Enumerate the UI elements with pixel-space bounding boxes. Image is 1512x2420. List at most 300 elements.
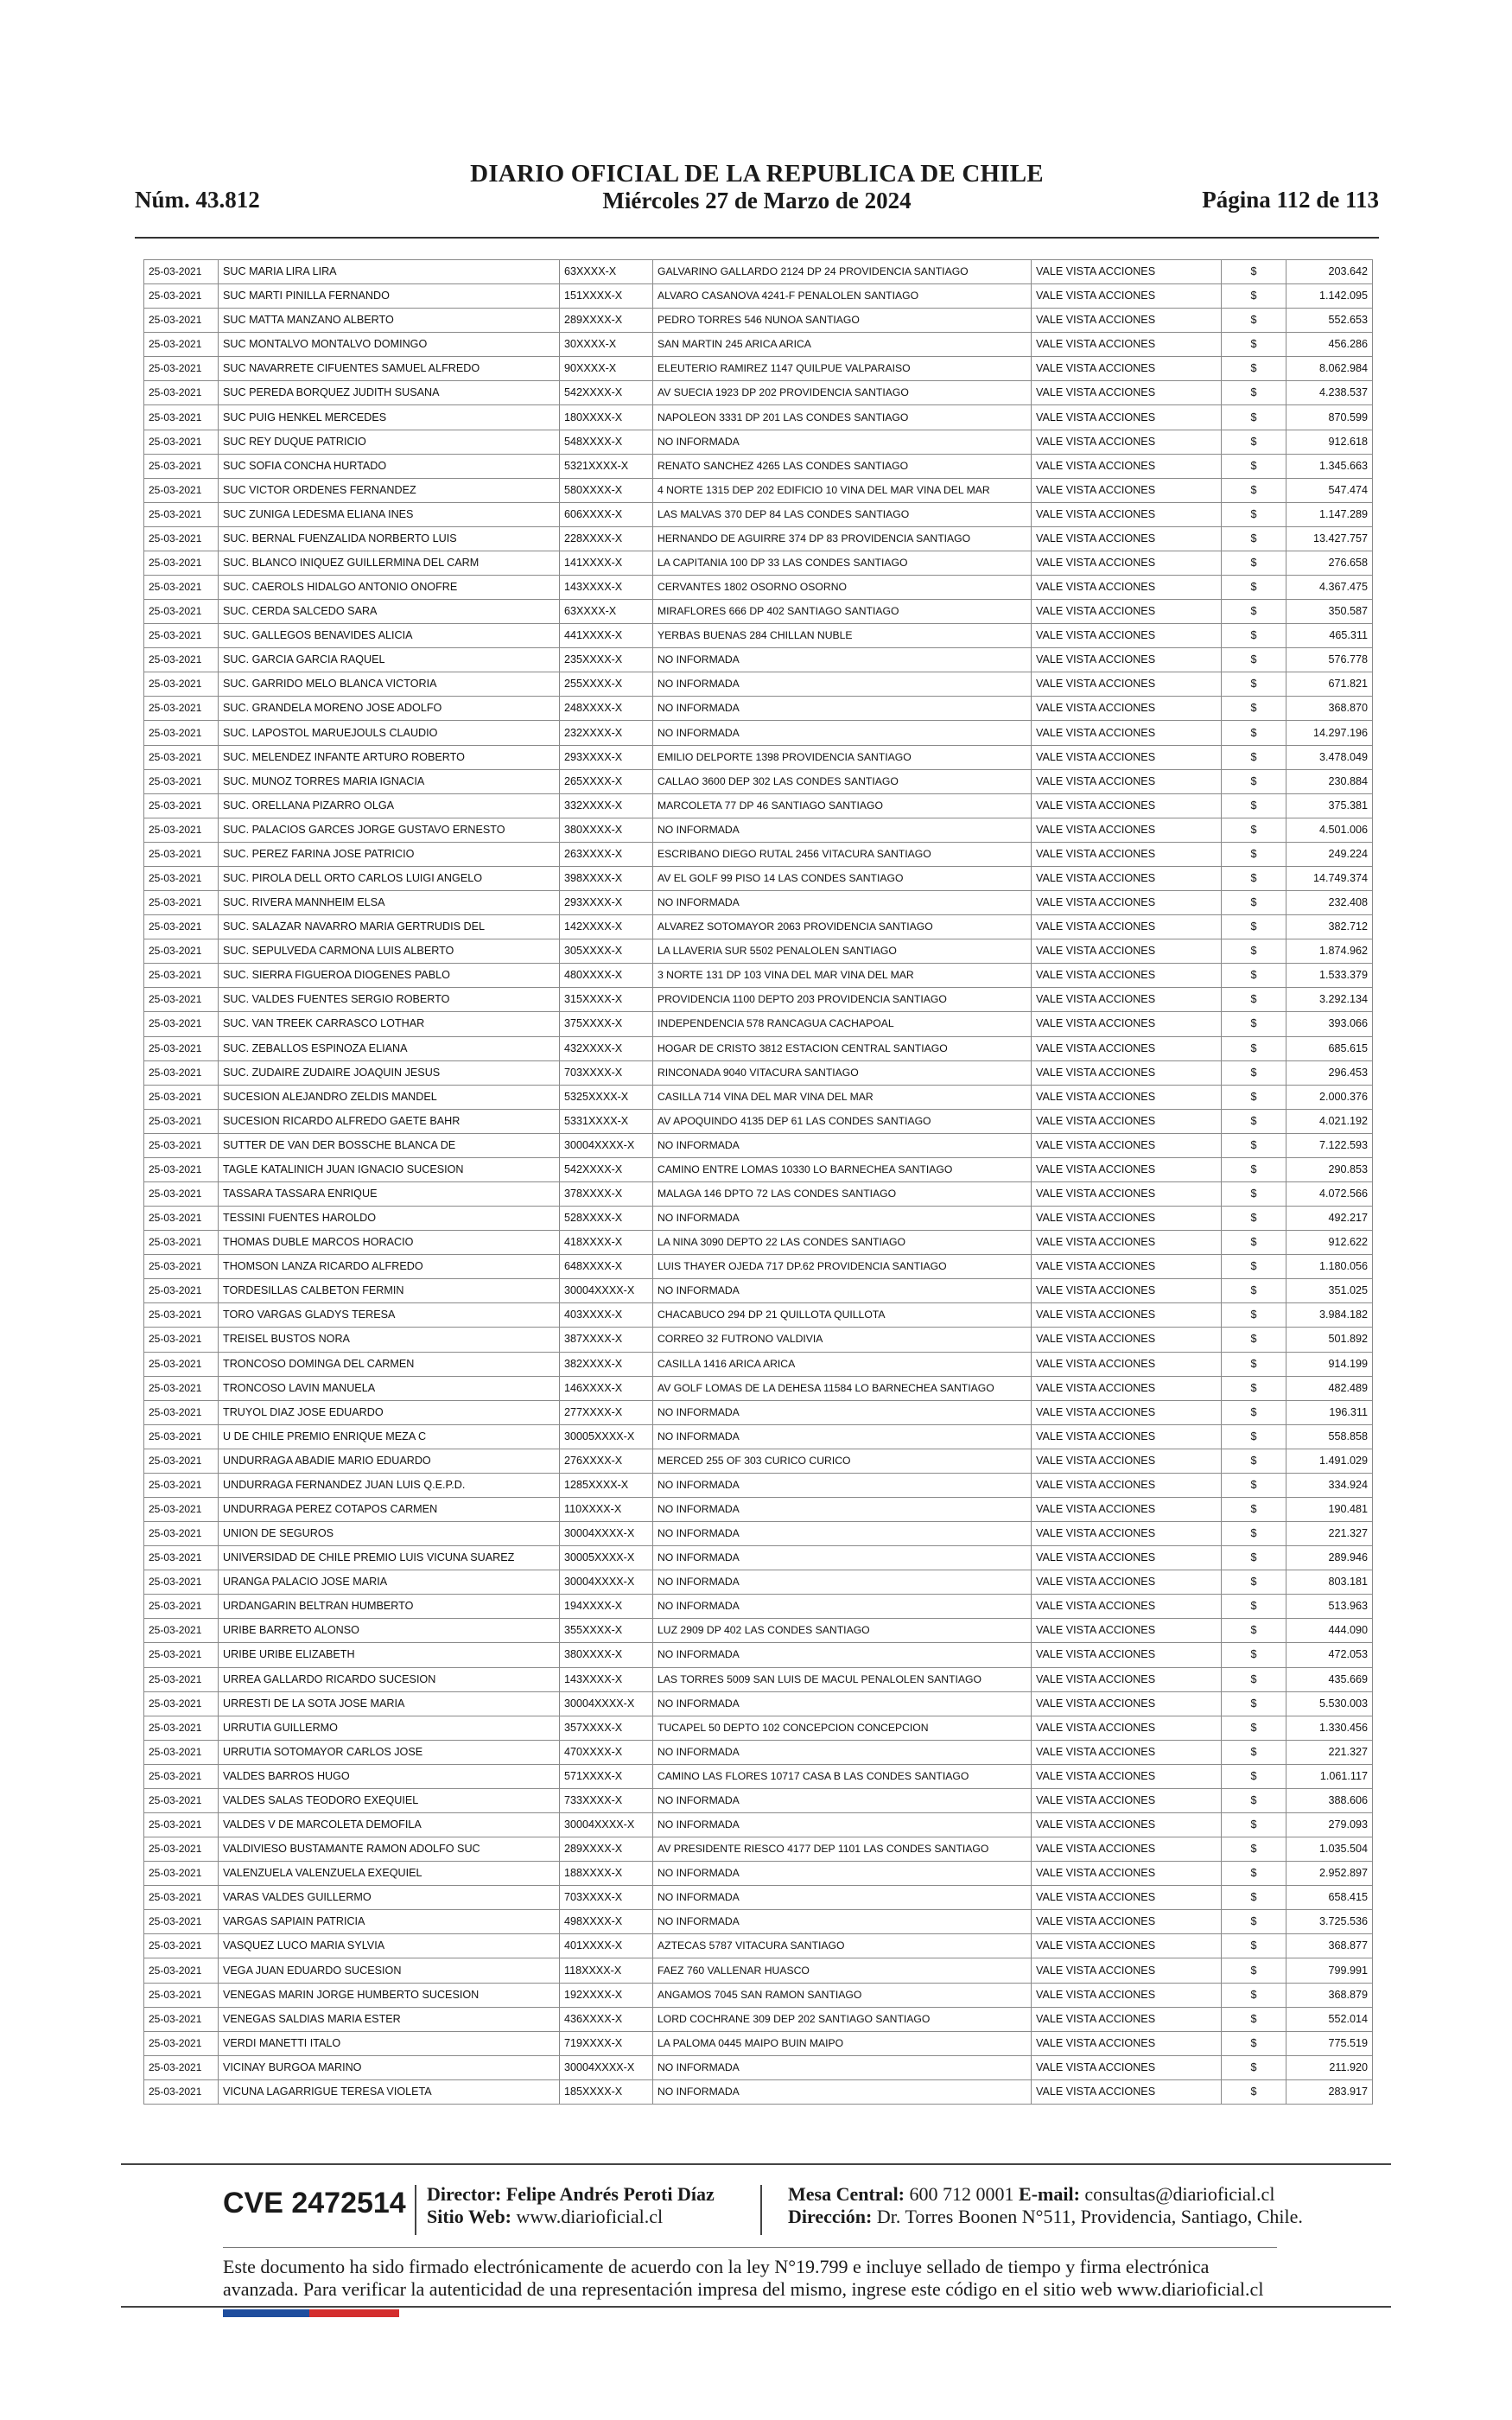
currency-cell: $: [1222, 1716, 1286, 1740]
address-cell: ALVAREZ SOTOMAYOR 2063 PROVIDENCIA SANTIAGO: [653, 915, 1032, 939]
type-cell: VALE VISTA ACCIONES: [1032, 1788, 1222, 1812]
currency-cell: $: [1222, 260, 1286, 284]
address-label: Dirección:: [788, 2206, 873, 2227]
table-row: [144, 915, 1373, 939]
table-row: [144, 405, 1373, 430]
rut-cell: 293XXXX-X: [560, 745, 653, 769]
address-cell: LA NINA 3090 DEPTO 22 LAS CONDES SANTIAGO: [653, 1231, 1032, 1255]
type-cell: VALE VISTA ACCIONES: [1032, 1934, 1222, 1958]
date-cell: 25-03-2021: [144, 2031, 219, 2055]
table-row: [144, 1207, 1373, 1231]
type-cell: VALE VISTA ACCIONES: [1032, 357, 1222, 381]
amount-cell: 230.884: [1286, 769, 1373, 793]
type-cell: VALE VISTA ACCIONES: [1032, 891, 1222, 915]
currency-cell: $: [1222, 1691, 1286, 1716]
type-cell: VALE VISTA ACCIONES: [1032, 866, 1222, 890]
website-link[interactable]: www.diarioficial.cl: [516, 2206, 664, 2227]
type-cell: VALE VISTA ACCIONES: [1032, 1352, 1222, 1376]
amount-cell: 334.924: [1286, 1473, 1373, 1497]
address-cell: MIRAFLORES 666 DP 402 SANTIAGO SANTIAGO: [653, 600, 1032, 624]
table-row: [144, 526, 1373, 551]
amount-cell: 671.821: [1286, 672, 1373, 697]
type-cell: VALE VISTA ACCIONES: [1032, 1595, 1222, 1619]
amount-cell: 7.122.593: [1286, 1133, 1373, 1157]
date-cell: 25-03-2021: [144, 526, 219, 551]
type-cell: VALE VISTA ACCIONES: [1032, 2031, 1222, 2055]
name-cell: SUC. MUNOZ TORRES MARIA IGNACIA: [219, 769, 560, 793]
table-row: [144, 1376, 1373, 1400]
address-cell: LAS MALVAS 370 DEP 84 LAS CONDES SANTIAGO: [653, 502, 1032, 526]
type-cell: VALE VISTA ACCIONES: [1032, 502, 1222, 526]
name-cell: SUC MONTALVO MONTALVO DOMINGO: [219, 333, 560, 357]
address-cell: NO INFORMADA: [653, 721, 1032, 745]
rut-cell: 146XXXX-X: [560, 1376, 653, 1400]
address-cell: NO INFORMADA: [653, 1279, 1032, 1303]
name-cell: URANGA PALACIO JOSE MARIA: [219, 1570, 560, 1595]
currency-cell: $: [1222, 1376, 1286, 1400]
currency-cell: $: [1222, 1012, 1286, 1036]
date-cell: 25-03-2021: [144, 1231, 219, 1255]
type-cell: VALE VISTA ACCIONES: [1032, 1109, 1222, 1133]
name-cell: SUC. BLANCO INIQUEZ GUILLERMINA DEL CARM: [219, 551, 560, 575]
type-cell: VALE VISTA ACCIONES: [1032, 1473, 1222, 1497]
currency-cell: $: [1222, 1595, 1286, 1619]
address-cell: TUCAPEL 50 DEPTO 102 CONCEPCION CONCEPCION: [653, 1716, 1032, 1740]
currency-cell: $: [1222, 2007, 1286, 2031]
table-row: [144, 1352, 1373, 1376]
rut-cell: 357XXXX-X: [560, 1716, 653, 1740]
date-cell: 25-03-2021: [144, 1036, 219, 1060]
amount-cell: 4.367.475: [1286, 576, 1373, 600]
amount-cell: 14.749.374: [1286, 866, 1373, 890]
date-cell: 25-03-2021: [144, 1788, 219, 1812]
address-cell: RINCONADA 9040 VITACURA SANTIAGO: [653, 1060, 1032, 1085]
amount-cell: 444.090: [1286, 1619, 1373, 1643]
rut-cell: 719XXXX-X: [560, 2031, 653, 2055]
table-row: [144, 454, 1373, 478]
date-cell: 25-03-2021: [144, 357, 219, 381]
currency-cell: $: [1222, 1910, 1286, 1934]
currency-cell: $: [1222, 866, 1286, 890]
rut-cell: 263XXXX-X: [560, 842, 653, 866]
rut-cell: 235XXXX-X: [560, 648, 653, 672]
address-cell: NO INFORMADA: [653, 1207, 1032, 1231]
address-cell: NO INFORMADA: [653, 1473, 1032, 1497]
amount-cell: 203.642: [1286, 260, 1373, 284]
amount-cell: 576.778: [1286, 648, 1373, 672]
table-row: [144, 2079, 1373, 2104]
rut-cell: 141XXXX-X: [560, 551, 653, 575]
date-cell: 25-03-2021: [144, 939, 219, 964]
rut-cell: 548XXXX-X: [560, 430, 653, 454]
date-cell: 25-03-2021: [144, 1060, 219, 1085]
date-cell: 25-03-2021: [144, 284, 219, 309]
type-cell: VALE VISTA ACCIONES: [1032, 1522, 1222, 1546]
table-row: [144, 1691, 1373, 1716]
amount-cell: 368.877: [1286, 1934, 1373, 1958]
name-cell: VENEGAS MARIN JORGE HUMBERTO SUCESION: [219, 1983, 560, 2007]
amount-cell: 283.917: [1286, 2079, 1373, 2104]
rut-cell: 387XXXX-X: [560, 1328, 653, 1352]
type-cell: VALE VISTA ACCIONES: [1032, 1376, 1222, 1400]
date-cell: 25-03-2021: [144, 1109, 219, 1133]
address-cell: ANGAMOS 7045 SAN RAMON SANTIAGO: [653, 1983, 1032, 2007]
rut-cell: 30004XXXX-X: [560, 1133, 653, 1157]
currency-cell: $: [1222, 502, 1286, 526]
address-cell: CAMINO ENTRE LOMAS 10330 LO BARNECHEA SANTIAGO: [653, 1157, 1032, 1181]
table-row: [144, 1619, 1373, 1643]
table-row: [144, 697, 1373, 721]
rut-cell: 289XXXX-X: [560, 1837, 653, 1862]
amount-cell: 4.072.566: [1286, 1181, 1373, 1206]
date-cell: 25-03-2021: [144, 964, 219, 988]
currency-cell: $: [1222, 381, 1286, 405]
name-cell: SUC REY DUQUE PATRICIO: [219, 430, 560, 454]
type-cell: VALE VISTA ACCIONES: [1032, 381, 1222, 405]
amount-cell: 1.330.456: [1286, 1716, 1373, 1740]
email-link[interactable]: consultas@diarioficial.cl: [1084, 2183, 1275, 2205]
currency-cell: $: [1222, 988, 1286, 1012]
address-cell: AV SUECIA 1923 DP 202 PROVIDENCIA SANTIAGO: [653, 381, 1032, 405]
name-cell: TESSINI FUENTES HAROLDO: [219, 1207, 560, 1231]
amount-cell: 1.180.056: [1286, 1255, 1373, 1279]
currency-cell: $: [1222, 526, 1286, 551]
flag-stripe-blue: [223, 2309, 309, 2317]
date-cell: 25-03-2021: [144, 1279, 219, 1303]
currency-cell: $: [1222, 478, 1286, 502]
header-divider: [135, 237, 1379, 239]
currency-cell: $: [1222, 721, 1286, 745]
amount-cell: 4.501.006: [1286, 818, 1373, 842]
date-cell: 25-03-2021: [144, 1352, 219, 1376]
table-row: [144, 1522, 1373, 1546]
date-cell: 25-03-2021: [144, 576, 219, 600]
type-cell: VALE VISTA ACCIONES: [1032, 818, 1222, 842]
address-cell: NO INFORMADA: [653, 818, 1032, 842]
address-cell: AZTECAS 5787 VITACURA SANTIAGO: [653, 1934, 1032, 1958]
publication-title: DIARIO OFICIAL DE LA REPUBLICA DE CHILE: [470, 160, 1044, 188]
type-cell: VALE VISTA ACCIONES: [1032, 1740, 1222, 1764]
amount-cell: 547.474: [1286, 478, 1373, 502]
date-cell: 25-03-2021: [144, 1740, 219, 1764]
rut-cell: 305XXXX-X: [560, 939, 653, 964]
date-cell: 25-03-2021: [144, 1910, 219, 1934]
table-row: [144, 1595, 1373, 1619]
date-cell: 25-03-2021: [144, 1595, 219, 1619]
address-cell: NO INFORMADA: [653, 1546, 1032, 1570]
currency-cell: $: [1222, 818, 1286, 842]
currency-cell: $: [1222, 1036, 1286, 1060]
director-block: [427, 2183, 715, 2228]
table-row: [144, 1667, 1373, 1691]
amount-cell: 221.327: [1286, 1522, 1373, 1546]
amount-cell: 914.199: [1286, 1352, 1373, 1376]
currency-cell: $: [1222, 1643, 1286, 1667]
address-cell: CALLAO 3600 DEP 302 LAS CONDES SANTIAGO: [653, 769, 1032, 793]
flag-stripe-red: [309, 2309, 399, 2317]
amount-cell: 1.491.029: [1286, 1449, 1373, 1473]
date-cell: 25-03-2021: [144, 1012, 219, 1036]
type-cell: VALE VISTA ACCIONES: [1032, 1813, 1222, 1837]
name-cell: SUC. ZUDAIRE ZUDAIRE JOAQUIN JESUS: [219, 1060, 560, 1085]
type-cell: VALE VISTA ACCIONES: [1032, 745, 1222, 769]
table-row: [144, 1012, 1373, 1036]
contact-line: [788, 2183, 1303, 2206]
amount-cell: 221.327: [1286, 1740, 1373, 1764]
address-cell: NO INFORMADA: [653, 697, 1032, 721]
name-cell: TRUYOL DIAZ JOSE EDUARDO: [219, 1400, 560, 1424]
address-cell: HOGAR DE CRISTO 3812 ESTACION CENTRAL SANTIAGO: [653, 1036, 1032, 1060]
date-cell: 25-03-2021: [144, 454, 219, 478]
date-cell: 25-03-2021: [144, 1546, 219, 1570]
currency-cell: $: [1222, 1546, 1286, 1570]
date-cell: 25-03-2021: [144, 1667, 219, 1691]
rut-cell: 398XXXX-X: [560, 866, 653, 890]
table-row: [144, 1400, 1373, 1424]
table-row: [144, 1424, 1373, 1449]
rut-cell: 436XXXX-X: [560, 2007, 653, 2031]
address-cell: CORREO 32 FUTRONO VALDIVIA: [653, 1328, 1032, 1352]
rut-cell: 228XXXX-X: [560, 526, 653, 551]
date-cell: 25-03-2021: [144, 915, 219, 939]
table-row: [144, 1934, 1373, 1958]
date-cell: 25-03-2021: [144, 1328, 219, 1352]
address-cell: FAEZ 760 VALLENAR HUASCO: [653, 1958, 1032, 1983]
currency-cell: $: [1222, 1424, 1286, 1449]
rut-cell: 180XXXX-X: [560, 405, 653, 430]
table-row: [144, 1764, 1373, 1788]
date-cell: 25-03-2021: [144, 502, 219, 526]
rut-cell: 142XXXX-X: [560, 915, 653, 939]
date-cell: 25-03-2021: [144, 1449, 219, 1473]
amount-cell: 2.952.897: [1286, 1862, 1373, 1886]
type-cell: VALE VISTA ACCIONES: [1032, 697, 1222, 721]
name-cell: SUC. CAEROLS HIDALGO ANTONIO ONOFRE: [219, 576, 560, 600]
date-cell: 25-03-2021: [144, 866, 219, 890]
currency-cell: $: [1222, 1764, 1286, 1788]
amount-cell: 552.653: [1286, 309, 1373, 333]
amount-cell: 1.533.379: [1286, 964, 1373, 988]
rut-cell: 571XXXX-X: [560, 1764, 653, 1788]
rut-cell: 332XXXX-X: [560, 793, 653, 818]
date-cell: 25-03-2021: [144, 793, 219, 818]
rut-cell: 265XXXX-X: [560, 769, 653, 793]
name-cell: SUC. GRANDELA MORENO JOSE ADOLFO: [219, 697, 560, 721]
name-cell: SUC. ZEBALLOS ESPINOZA ELIANA: [219, 1036, 560, 1060]
name-cell: SUC. RIVERA MANNHEIM ELSA: [219, 891, 560, 915]
amount-cell: 368.870: [1286, 697, 1373, 721]
address-cell: MERCED 255 OF 303 CURICO CURICO: [653, 1449, 1032, 1473]
currency-cell: $: [1222, 430, 1286, 454]
currency-cell: $: [1222, 2031, 1286, 2055]
table-row: [144, 576, 1373, 600]
address-cell: AV EL GOLF 99 PISO 14 LAS CONDES SANTIAGO: [653, 866, 1032, 890]
name-cell: SUC. VALDES FUENTES SERGIO ROBERTO: [219, 988, 560, 1012]
name-cell: URIBE BARRETO ALONSO: [219, 1619, 560, 1643]
rut-cell: 5325XXXX-X: [560, 1085, 653, 1109]
date-cell: 25-03-2021: [144, 1522, 219, 1546]
table-row: [144, 624, 1373, 648]
address-cell: NO INFORMADA: [653, 2079, 1032, 2104]
name-cell: TASSARA TASSARA ENRIQUE: [219, 1181, 560, 1206]
amount-cell: 3.725.536: [1286, 1910, 1373, 1934]
type-cell: VALE VISTA ACCIONES: [1032, 1255, 1222, 1279]
records-table-body: [144, 260, 1373, 2105]
currency-cell: $: [1222, 1181, 1286, 1206]
amount-cell: 1.147.289: [1286, 502, 1373, 526]
date-cell: 25-03-2021: [144, 1400, 219, 1424]
rut-cell: 30004XXXX-X: [560, 1691, 653, 1716]
table-row: [144, 1109, 1373, 1133]
table-row: [144, 2031, 1373, 2055]
amount-cell: 775.519: [1286, 2031, 1373, 2055]
currency-cell: $: [1222, 1157, 1286, 1181]
rut-cell: 30005XXXX-X: [560, 1424, 653, 1449]
table-row: [144, 891, 1373, 915]
date-cell: 25-03-2021: [144, 309, 219, 333]
date-cell: 25-03-2021: [144, 891, 219, 915]
mesa-phone: 600 712 0001: [909, 2183, 1014, 2205]
address-cell: YERBAS BUENAS 284 CHILLAN NUBLE: [653, 624, 1032, 648]
address-cell: NO INFORMADA: [653, 1886, 1032, 1910]
address-cell: CASILLA 714 VINA DEL MAR VINA DEL MAR: [653, 1085, 1032, 1109]
rut-cell: 380XXXX-X: [560, 1643, 653, 1667]
mesa-label: Mesa Central:: [788, 2183, 905, 2205]
rut-cell: 194XXXX-X: [560, 1595, 653, 1619]
date-cell: 25-03-2021: [144, 1716, 219, 1740]
table-row: [144, 1181, 1373, 1206]
address-value: Dr. Torres Boonen N°511, Providencia, Santiago, Chile.: [876, 2206, 1303, 2227]
type-cell: VALE VISTA ACCIONES: [1032, 430, 1222, 454]
address-cell: NO INFORMADA: [653, 1424, 1032, 1449]
table-row: [144, 1740, 1373, 1764]
rut-cell: 648XXXX-X: [560, 1255, 653, 1279]
amount-cell: 368.879: [1286, 1983, 1373, 2007]
rut-cell: 63XXXX-X: [560, 600, 653, 624]
amount-cell: 382.712: [1286, 915, 1373, 939]
address-cell: EMILIO DELPORTE 1398 PROVIDENCIA SANTIAGO: [653, 745, 1032, 769]
rut-cell: 498XXXX-X: [560, 1910, 653, 1934]
currency-cell: $: [1222, 915, 1286, 939]
rut-cell: 580XXXX-X: [560, 478, 653, 502]
currency-cell: $: [1222, 745, 1286, 769]
amount-cell: 290.853: [1286, 1157, 1373, 1181]
address-cell: NO INFORMADA: [653, 1595, 1032, 1619]
type-cell: VALE VISTA ACCIONES: [1032, 405, 1222, 430]
type-cell: VALE VISTA ACCIONES: [1032, 1328, 1222, 1352]
amount-cell: 912.622: [1286, 1231, 1373, 1255]
amount-cell: 552.014: [1286, 2007, 1373, 2031]
currency-cell: $: [1222, 1449, 1286, 1473]
amount-cell: 190.481: [1286, 1497, 1373, 1521]
rut-cell: 232XXXX-X: [560, 721, 653, 745]
table-row: [144, 769, 1373, 793]
table-row: [144, 309, 1373, 333]
table-row: [144, 284, 1373, 309]
rut-cell: 470XXXX-X: [560, 1740, 653, 1764]
type-cell: VALE VISTA ACCIONES: [1032, 1862, 1222, 1886]
name-cell: VICUNA LAGARRIGUE TERESA VIOLETA: [219, 2079, 560, 2104]
name-cell: SUTTER DE VAN DER BOSSCHE BLANCA DE: [219, 1133, 560, 1157]
type-cell: VALE VISTA ACCIONES: [1032, 576, 1222, 600]
amount-cell: 1.345.663: [1286, 454, 1373, 478]
amount-cell: 393.066: [1286, 1012, 1373, 1036]
name-cell: SUC. MELENDEZ INFANTE ARTURO ROBERTO: [219, 745, 560, 769]
date-cell: 25-03-2021: [144, 1958, 219, 1983]
type-cell: VALE VISTA ACCIONES: [1032, 793, 1222, 818]
legal-line: avanzada. Para verificar la autenticidad de una representación impresa del mismo, ingrese este código en el sitio web www.diarioficial.cl: [223, 2278, 1264, 2300]
rut-cell: 480XXXX-X: [560, 964, 653, 988]
rut-cell: 143XXXX-X: [560, 576, 653, 600]
address-cell: NO INFORMADA: [653, 1400, 1032, 1424]
table-row: [144, 648, 1373, 672]
amount-cell: 3.292.134: [1286, 988, 1373, 1012]
masthead: [135, 161, 1379, 214]
date-cell: 25-03-2021: [144, 1181, 219, 1206]
type-cell: VALE VISTA ACCIONES: [1032, 1497, 1222, 1521]
name-cell: TORDESILLAS CALBETON FERMIN: [219, 1279, 560, 1303]
date-cell: 25-03-2021: [144, 697, 219, 721]
table-row: [144, 1788, 1373, 1812]
name-cell: SUC. CERDA SALCEDO SARA: [219, 600, 560, 624]
amount-cell: 482.489: [1286, 1376, 1373, 1400]
type-cell: VALE VISTA ACCIONES: [1032, 1207, 1222, 1231]
amount-cell: 2.000.376: [1286, 1085, 1373, 1109]
type-cell: VALE VISTA ACCIONES: [1032, 964, 1222, 988]
name-cell: SUC. GALLEGOS BENAVIDES ALICIA: [219, 624, 560, 648]
currency-cell: $: [1222, 576, 1286, 600]
address-cell: NO INFORMADA: [653, 1643, 1032, 1667]
amount-cell: 685.615: [1286, 1036, 1373, 1060]
date-cell: 25-03-2021: [144, 1764, 219, 1788]
table-row: [144, 721, 1373, 745]
rut-cell: 355XXXX-X: [560, 1619, 653, 1643]
currency-cell: $: [1222, 1522, 1286, 1546]
table-row: [144, 357, 1373, 381]
table-row: [144, 551, 1373, 575]
date-cell: 25-03-2021: [144, 551, 219, 575]
date-cell: 25-03-2021: [144, 381, 219, 405]
name-cell: SUC. PIROLA DELL ORTO CARLOS LUIGI ANGELO: [219, 866, 560, 890]
amount-cell: 435.669: [1286, 1667, 1373, 1691]
name-cell: SUC. LAPOSTOL MARUEJOULS CLAUDIO: [219, 721, 560, 745]
address-cell: LA PALOMA 0445 MAIPO BUIN MAIPO: [653, 2031, 1032, 2055]
date-cell: 25-03-2021: [144, 2007, 219, 2031]
type-cell: VALE VISTA ACCIONES: [1032, 526, 1222, 551]
table-row: [144, 1133, 1373, 1157]
address-cell: NO INFORMADA: [653, 2055, 1032, 2079]
currency-cell: $: [1222, 1060, 1286, 1085]
type-cell: VALE VISTA ACCIONES: [1032, 1036, 1222, 1060]
legal-notice: [223, 2256, 1294, 2301]
amount-cell: 465.311: [1286, 624, 1373, 648]
name-cell: SUC. ORELLANA PIZARRO OLGA: [219, 793, 560, 818]
footer-separator: [415, 2185, 416, 2235]
address-line: [788, 2206, 1303, 2228]
amount-cell: 211.920: [1286, 2055, 1373, 2079]
name-cell: UNDURRAGA ABADIE MARIO EDUARDO: [219, 1449, 560, 1473]
address-cell: SAN MARTIN 245 ARICA ARICA: [653, 333, 1032, 357]
amount-cell: 912.618: [1286, 430, 1373, 454]
date-cell: 25-03-2021: [144, 478, 219, 502]
address-cell: NO INFORMADA: [653, 1910, 1032, 1934]
type-cell: VALE VISTA ACCIONES: [1032, 624, 1222, 648]
currency-cell: $: [1222, 1837, 1286, 1862]
type-cell: VALE VISTA ACCIONES: [1032, 454, 1222, 478]
name-cell: SUC MARTI PINILLA FERNANDO: [219, 284, 560, 309]
table-row: [144, 1328, 1373, 1352]
name-cell: TREISEL BUSTOS NORA: [219, 1328, 560, 1352]
